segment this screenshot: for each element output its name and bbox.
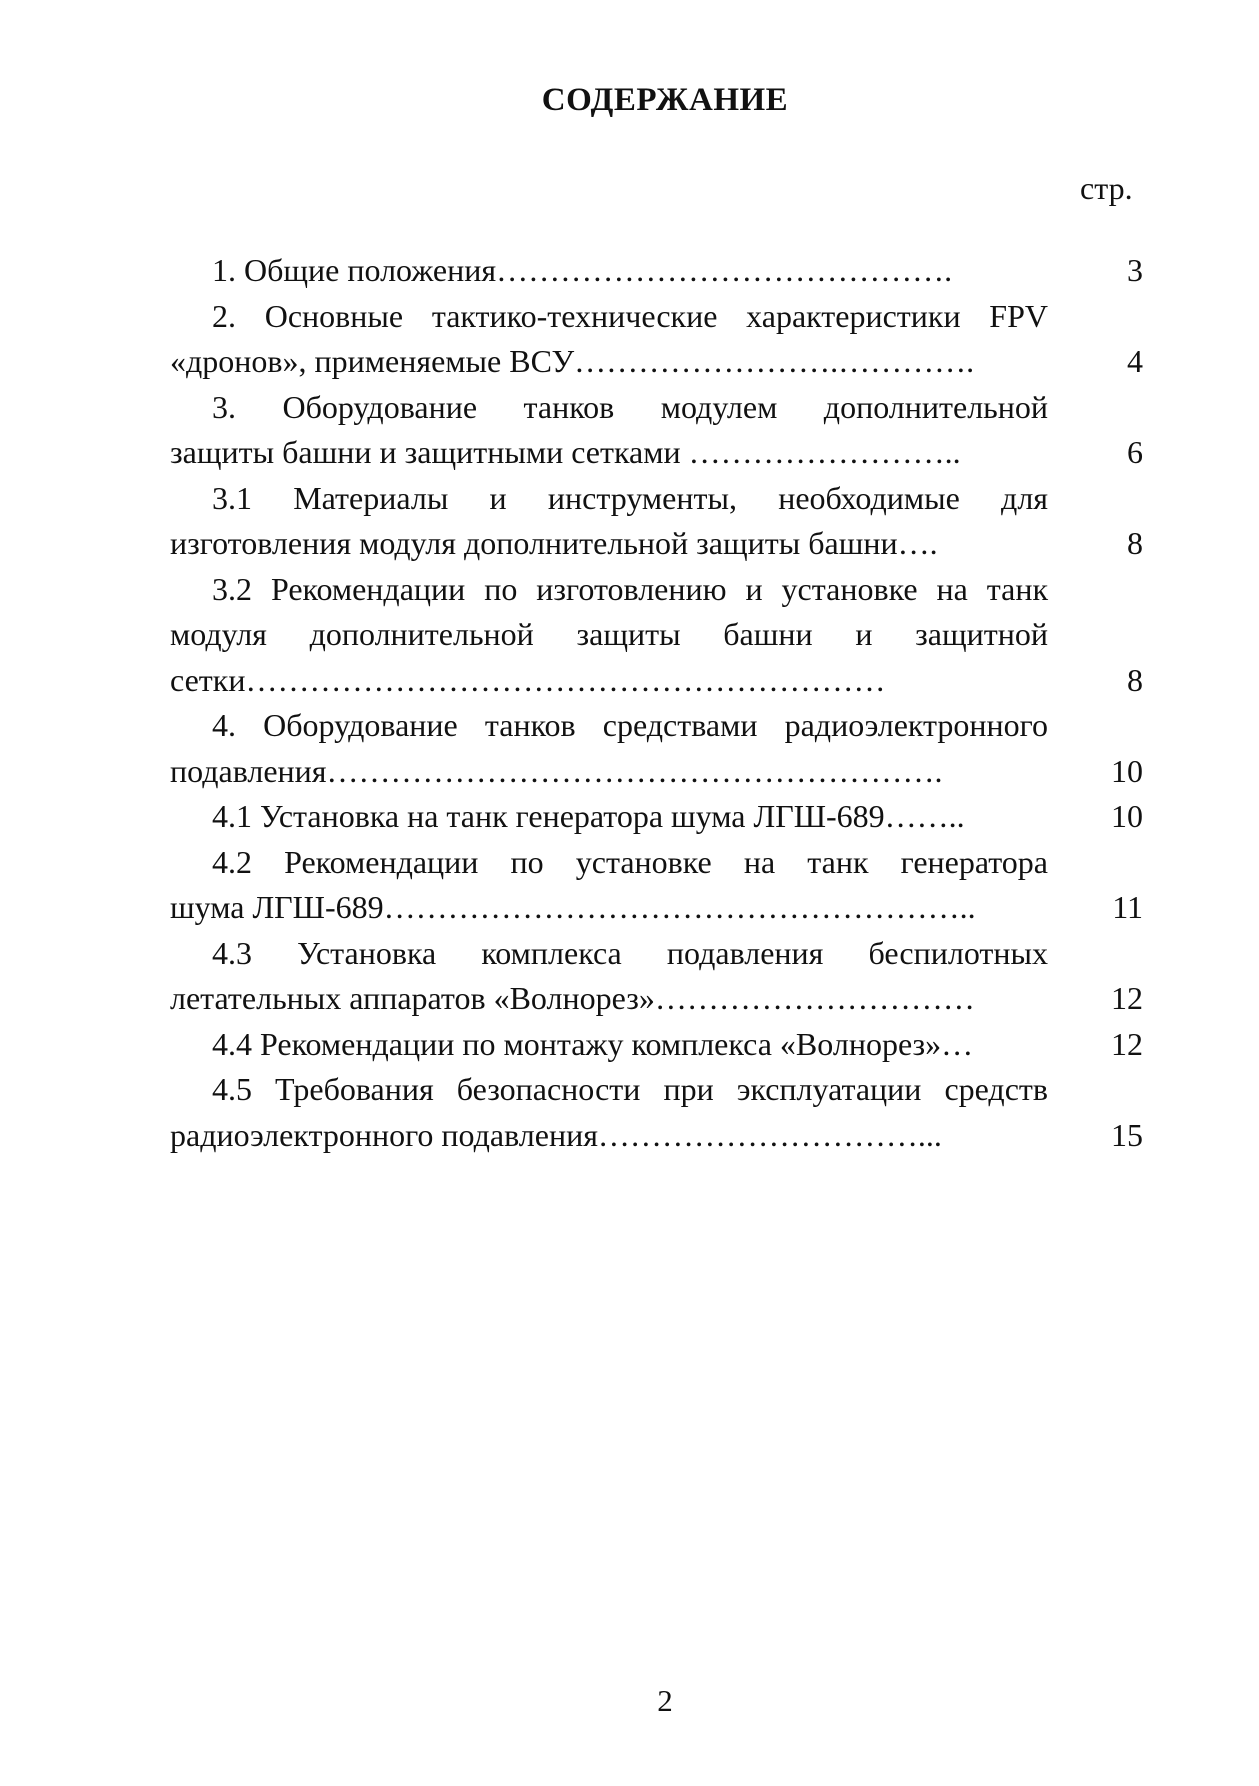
toc-entry — [0, 248, 1259, 294]
toc-entry — [0, 840, 1259, 931]
toc-entry-text: сетки…………………………………………………… — [170, 661, 886, 698]
toc-entry-text: 2. Основные тактико-технические характеристики FPV — [212, 297, 1048, 334]
toc-entry-line — [0, 703, 1259, 749]
page-number: 2 — [657, 1683, 673, 1718]
toc-entry-line — [0, 840, 1259, 886]
toc-entry-line — [0, 476, 1259, 522]
toc-entry-text: 4.3 Установка комплекса подавления беспилотных — [212, 934, 1048, 971]
table-of-contents — [0, 248, 1259, 1158]
toc-title: СОДЕРЖАНИЕ — [541, 82, 789, 118]
toc-entry-line — [0, 1113, 1259, 1159]
toc-entry-line — [0, 931, 1259, 977]
toc-entry-text: 4.4 Рекомендации по монтажу комплекса «Волнорез»… — [212, 1025, 974, 1062]
toc-entry-page: 10 — [1111, 798, 1143, 834]
toc-entry-text: 3. Оборудование танков модулем дополнительной — [212, 388, 1048, 425]
toc-entry-text: 4.5 Требования безопасности при эксплуатации средств — [212, 1071, 1048, 1107]
toc-entry-page: 12 — [1111, 1025, 1143, 1062]
toc-entry — [0, 294, 1259, 385]
toc-entry-text: 1. Общие положения……………………………………. — [212, 252, 953, 288]
toc-entry-line — [0, 567, 1259, 613]
toc-entry-page: 11 — [1112, 889, 1143, 925]
toc-entry-line — [0, 339, 1259, 385]
toc-entry-line — [0, 749, 1259, 795]
toc-entry-line — [0, 294, 1259, 340]
toc-entry — [0, 931, 1259, 1022]
toc-entry-text: 3.2 Рекомендации по изготовлению и установке на танк — [212, 570, 1048, 607]
toc-entry-page: 8 — [1127, 661, 1143, 698]
toc-entry — [0, 476, 1259, 567]
page-column-label: стр. — [1080, 170, 1133, 206]
toc-entry — [0, 1067, 1259, 1158]
toc-entry-text: шума ЛГШ-689……………………………………………….. — [170, 889, 976, 925]
toc-entry-text: 4.1 Установка на танк генератора шума ЛГШ-689…….. — [212, 798, 965, 834]
toc-entry-line — [0, 248, 1259, 294]
toc-entry-text: модуля дополнительной защиты башни и защитной — [170, 616, 1048, 652]
toc-entry-line — [0, 794, 1259, 840]
toc-entry-text: 4.2 Рекомендации по установке на танк генератора — [212, 843, 1048, 880]
toc-entry-page: 15 — [1111, 1116, 1143, 1153]
toc-entry-page: 6 — [1127, 434, 1143, 470]
toc-entry — [0, 385, 1259, 476]
toc-entry-text: радиоэлектронного подавления…………………………... — [170, 1116, 942, 1153]
toc-entry-line — [0, 521, 1259, 567]
toc-entry-line — [0, 385, 1259, 431]
toc-entry-text: защиты башни и защитными сетками …………………….. — [170, 434, 961, 470]
toc-entry-line — [0, 612, 1259, 658]
toc-entry — [0, 1022, 1259, 1068]
toc-entry-line — [0, 658, 1259, 704]
toc-entry-line — [0, 1067, 1259, 1113]
toc-entry-line — [0, 885, 1259, 931]
toc-entry-text: изготовления модуля дополнительной защиты башни…. — [170, 525, 938, 561]
toc-entry-page: 4 — [1127, 343, 1143, 379]
toc-entry — [0, 794, 1259, 840]
toc-entry-page: 8 — [1127, 525, 1143, 561]
toc-entry-line — [0, 1022, 1259, 1068]
toc-entry-text: подавления…………………………………………………. — [170, 752, 943, 789]
toc-entry — [0, 567, 1259, 704]
toc-entry-page: 10 — [1111, 752, 1143, 789]
toc-entry-text: 4. Оборудование танков средствами радиоэлектронного — [212, 707, 1048, 743]
toc-entry-page: 12 — [1111, 980, 1143, 1016]
toc-entry-text: «дронов», применяемые ВСУ…………………….…………. — [170, 343, 975, 379]
toc-entry — [0, 703, 1259, 794]
toc-entry-text: летательных аппаратов «Волнорез»………………………… — [170, 980, 975, 1016]
toc-entry-text: 3.1 Материалы и инструменты, необходимые для — [212, 479, 1048, 516]
toc-entry-line — [0, 430, 1259, 476]
toc-entry-line — [0, 976, 1259, 1022]
toc-entry-page: 3 — [1127, 252, 1143, 288]
